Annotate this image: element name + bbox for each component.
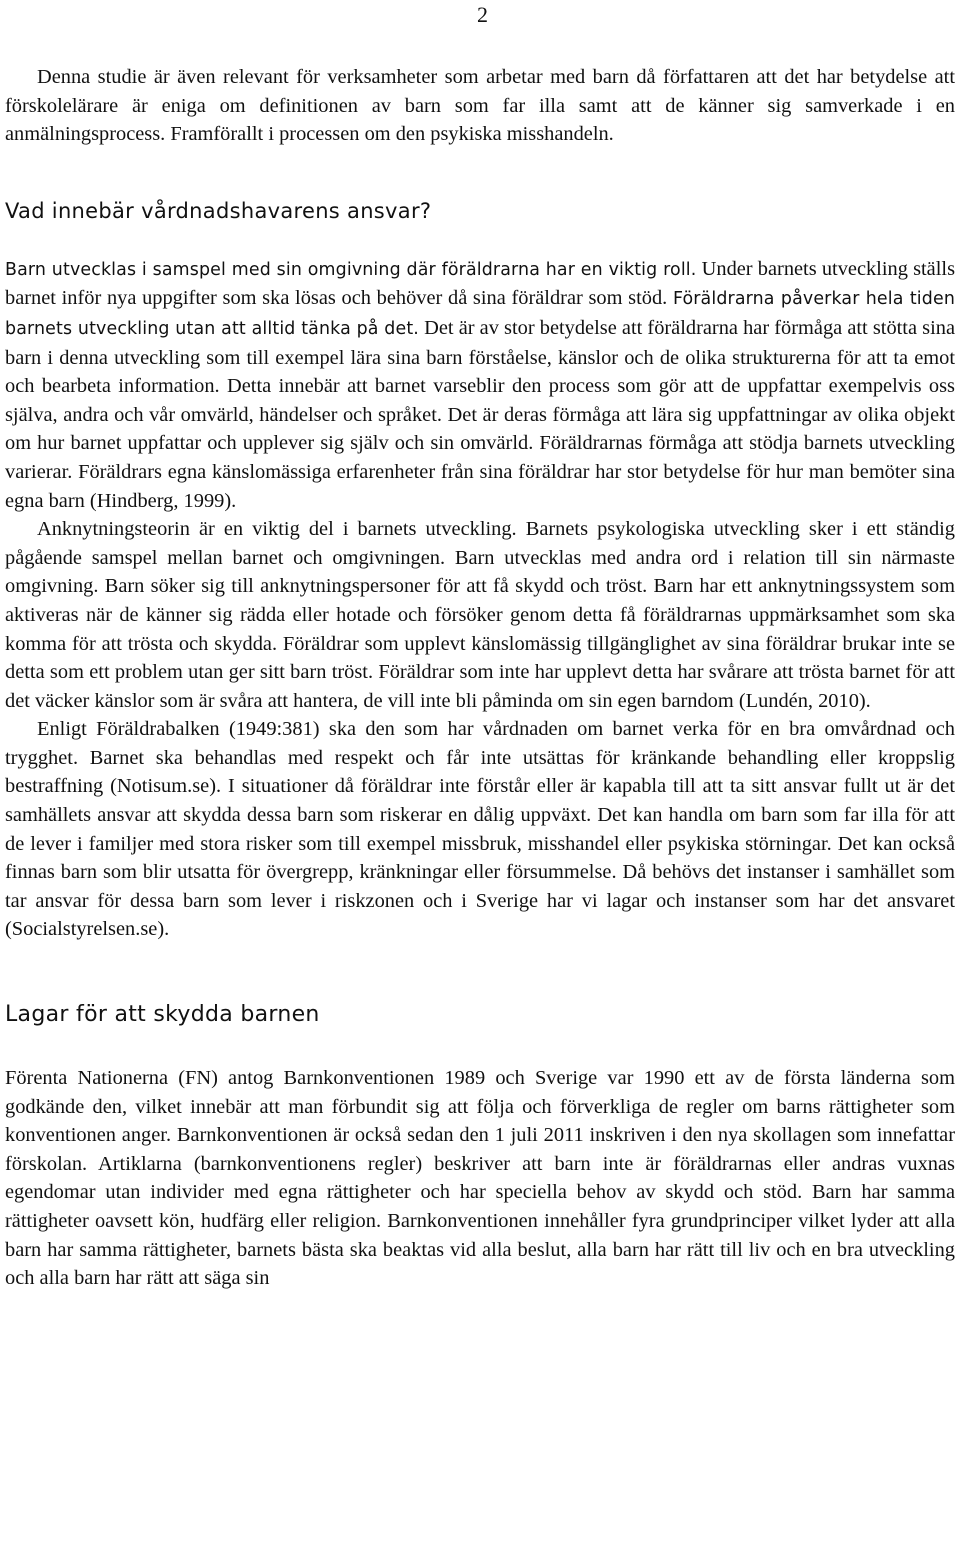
ansvar-paragraph-3: Enligt Föräldrabalken (1949:381) ska den som har vårdnaden om barnet verka för en bra omvårdnad och trygghet. Barnet ska behandlas med respekt och får inte utsättas för kränkande behandling eller kroppslig bestraffning (Notisum.se). I situationer då föräldrar inte förstår eller är kapabla till att ta sitt ansvar fullt ut är det samhällets ansvar att skydda dessa barn som riskerar en dålig uppväxt. Det kan handla om barn som far illa för att de lever i familjer med stora risker som till exempel missbruk, misshandel eller psykiska störningar. Det kan också finnas barn som blir utsatta för övergrepp, kränkningar eller försummelse. Då behövs det instanser i samhället som tar ansvar för dessa barn som lever i riskzonen och i Sverige har vi lagar och instanser som har det ansvaret (Socialstyrelsen.se). (5, 718, 955, 941)
lagar-paragraph-1: Förenta Nationerna (FN) antog Barnkonventionen 1989 och Sverige var 1990 ett av de första länderna som godkände den, vilket innebär att man förbundit sig att följa och förverkliga de regler om barns rättigheter som konventionen anger. Barnkonventionen är också sedan den 1 juli 2011 inskriven i den nya skollagen som innefattar förskolan. Artiklarna (barnkonventionens regler) beskriver att barn inte är föräldrarnas eller andras vuxnas egendomar utan individer med egna rättigheter och har speciella behov av skydd och stöd. Barn har samma rättigheter oavsett kön, hudfärg eller religion. Barnkonventionen innehåller fyra grundprinciper vilket lyder att alla barn har samma rättigheter, barnets bästa ska beaktas vid alla beslut, alla barn har rätt till liv och en bra utveckling och alla barn har rätt att säga sin (5, 1067, 955, 1290)
ansvar-paragraph-1-rest: Det är av stor betydelse att föräldrarna har förmåga att stötta sina barn i denna utveckling som till exempel lära sina barn förståelse, känslor och de olika strukturerna för att ta emot och bearbeta information. Detta innebär att barnet varseblir den process som gör att de uppfattar exempelvis oss själva, andra och vår omvärld, händelser och språket. Det är deras förmåga att lära sig uppfattningar av olika objekt om hur barnet uppfattar och upplever sig själv och sin omvärld. Föräldrarnas förmåga att stödja barnets utveckling varierar. Föräldrars egna känslomässiga erfarenheter från sina föräldrar har stor betydelse för hur man bemöter sina egna barn (Hindberg, 1999). (5, 316, 955, 512)
ansvar-paragraph-1-sans-a: Barn utvecklas i samspel med sin omgivning där föräldrarna har en viktig roll. (5, 259, 697, 280)
ansvar-paragraph-2: Anknytningsteorin är en viktig del i barnets utveckling. Barnets psykologiska utveckling sker i ett ständig pågående samspel mellan barnet och omgivningen. Barn utvecklas med andra ord i relation till sin närmaste omgivning. Barn söker sig till anknytningspersoner för att få skydd och tröst. Barn har ett anknytningssystem som aktiveras när de känner sig rädda eller hotade och försöker genom detta få föräldrarnas uppmärksamhet som ska komma för att trösta och skydda. Föräldrar som upplevt känslomässig tillgänglighet av sina föräldrar brukar inte se detta som ett problem utan ger sitt barn tröst. Föräldrar som inte har upplevt detta har svårare att trösta barnet för att det väcker känslor som är svåra att hantera, de vill inte bli påminda om sin egen barndom (Lundén, 2010). (5, 518, 955, 712)
page-number: 2 (477, 2, 488, 27)
section-heading-ansvar: Vad innebär vårdnadshavarens ansvar? (5, 198, 432, 223)
ansvar-paragraph-1 (5, 255, 955, 515)
intro-paragraph: Denna studie är även relevant för verksamheter som arbetar med barn då författaren att det har betydelse att förskolelärare är eniga om definitionen av barn som far illa samt att de känner sig samverkade i en anmälningsprocess. Framförallt i processen om den psykiska misshandeln. (5, 66, 955, 146)
ansvar-paragraph-1-mid: Under barnets utveckling ställs barnet inför nya uppgifter som ska lösas och behöver då sina föräldrar som stöd. (5, 257, 955, 310)
section-heading-lagar: Lagar för att skydda barnen (5, 1002, 320, 1028)
ansvar-paragraph-1-sans-b: Föräldrarna påverkar hela tiden barnets utveckling utan att alltid tänka på det. (5, 289, 955, 339)
document-body (5, 63, 955, 1293)
